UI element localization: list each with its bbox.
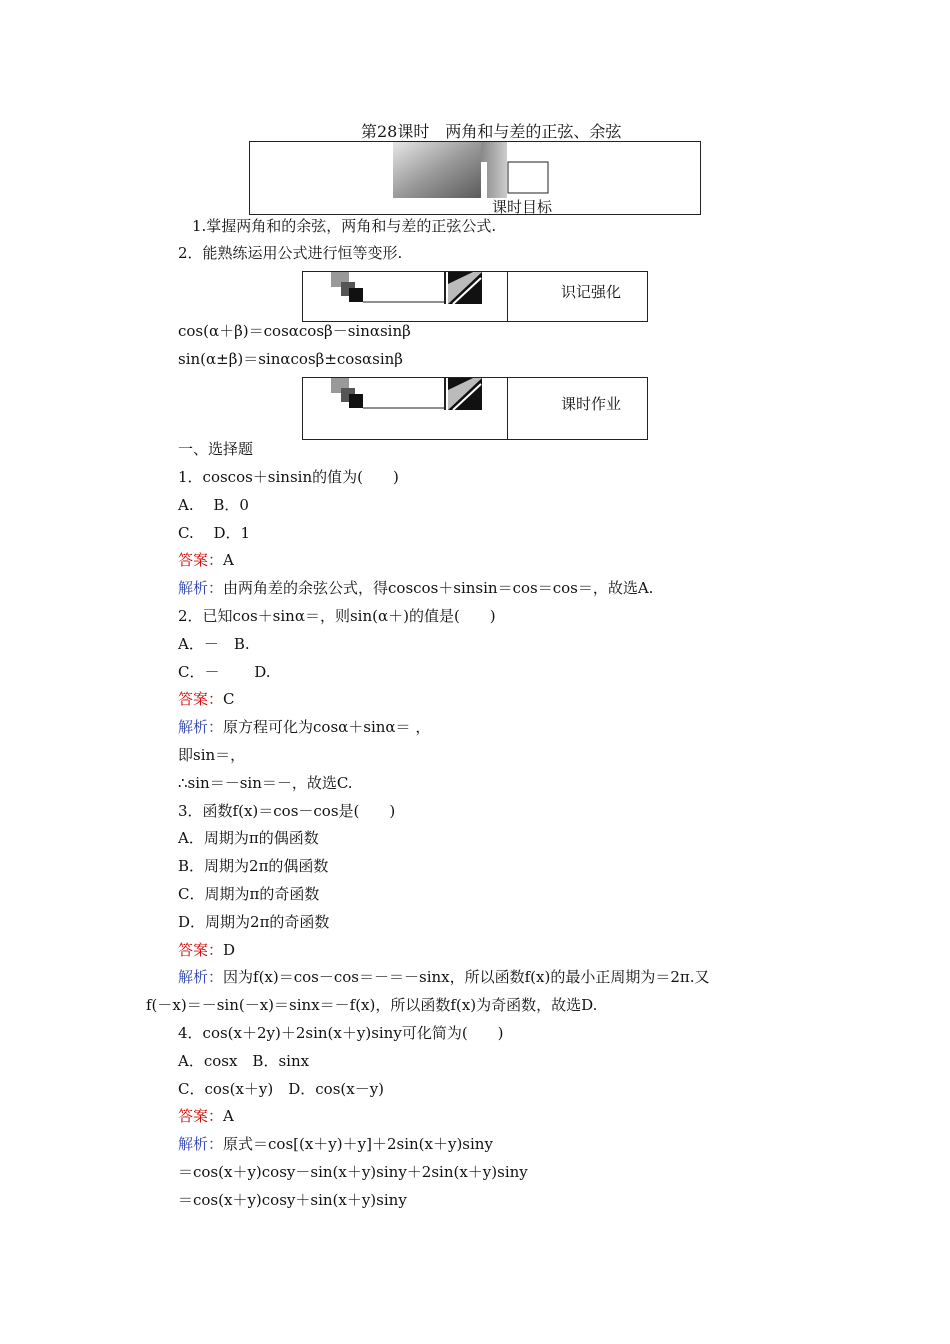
exercise-line: C．周期为π的奇函数 [178, 885, 320, 903]
objectives-label: 课时目标 [492, 198, 553, 216]
exercise-line: 4．cos(x＋2y)＋2sin(x＋y)siny可化简为( ) [178, 1024, 504, 1042]
formula-sin-sum-diff: sin(α±β)＝sinαcosβ±cosαsinβ [178, 350, 403, 368]
exercise-line: 即sin＝， [178, 746, 246, 764]
explanation-line: 解析：原式＝cos[(x＋y)＋y]＋2sin(x＋y)siny [178, 1135, 493, 1153]
exercise-line: ＝cos(x＋y)cosy＋sin(x＋y)siny [178, 1191, 407, 1209]
exercise-line: ＝cos(x＋y)cosy－sin(x＋y)siny＋2sin(x＋y)siny [178, 1163, 528, 1181]
exercise-line: B．周期为2π的偶函数 [178, 857, 329, 875]
exercise-line: D．周期为2π的奇函数 [178, 913, 330, 931]
objectives-banner [249, 141, 701, 215]
exercise-line: 1．coscos＋sinsin的值为( ) [178, 468, 399, 486]
formula-cos-sum: cos(α＋β)＝cosαcosβ－sinαsinβ [178, 322, 411, 340]
exercise-line: A. B．0 [178, 496, 249, 514]
goal-1: 1.掌握两角和的余弦，两角和与差的正弦公式. [192, 217, 497, 235]
exercise-line: C. D．1 [178, 524, 251, 542]
section-graphic [303, 272, 513, 322]
exercise-line: C．－ D. [178, 663, 271, 681]
explanation-line: 解析：原方程可化为cosα＋sinα＝ ， [178, 718, 431, 736]
goal-2: 2．能熟练运用公式进行恒等变形. [178, 244, 403, 262]
exercise-line: 2．已知cos＋sinα＝，则sin(α＋)的值是( ) [178, 607, 496, 625]
exercise-line: 3．函数f(x)＝cos－cos是( ) [178, 802, 396, 820]
section-graphic [303, 378, 513, 438]
answer-line: 答案：D [178, 941, 236, 959]
exercise-line: f(－x)＝－sin(－x)＝sinx＝－f(x)，所以函数f(x)为奇函数，故选D. [146, 996, 598, 1014]
exercise-line: ∴sin＝－sin＝－，故选C. [178, 774, 353, 792]
explanation-line: 解析：由两角差的余弦公式，得coscos＋sinsin＝cos＝cos＝，故选A. [178, 579, 654, 597]
answer-line: 答案：A [178, 551, 234, 569]
exercise-line: A．－ B. [178, 635, 250, 653]
section-label-homework: 课时作业 [561, 395, 622, 413]
page-title: 第28课时 两角和与差的正弦、余弦 [361, 122, 622, 141]
section-box-memorize [302, 271, 648, 322]
part-heading: 一、选择题 [178, 440, 254, 458]
exercise-line: A．cosx B．sinx [178, 1052, 310, 1070]
banner-graphic [393, 142, 553, 202]
section-box-homework [302, 377, 648, 440]
section-label-memorize: 识记强化 [561, 283, 622, 301]
exercise-line: C．cos(x＋y) D．cos(x－y) [178, 1080, 385, 1098]
answer-line: 答案：C [178, 690, 235, 708]
explanation-line: 解析：因为f(x)＝cos－cos＝－＝－sinx，所以函数f(x)的最小正周期为＝2π.又 [178, 968, 710, 986]
answer-line: 答案：A [178, 1107, 234, 1125]
exercise-line: A．周期为π的偶函数 [178, 829, 319, 847]
